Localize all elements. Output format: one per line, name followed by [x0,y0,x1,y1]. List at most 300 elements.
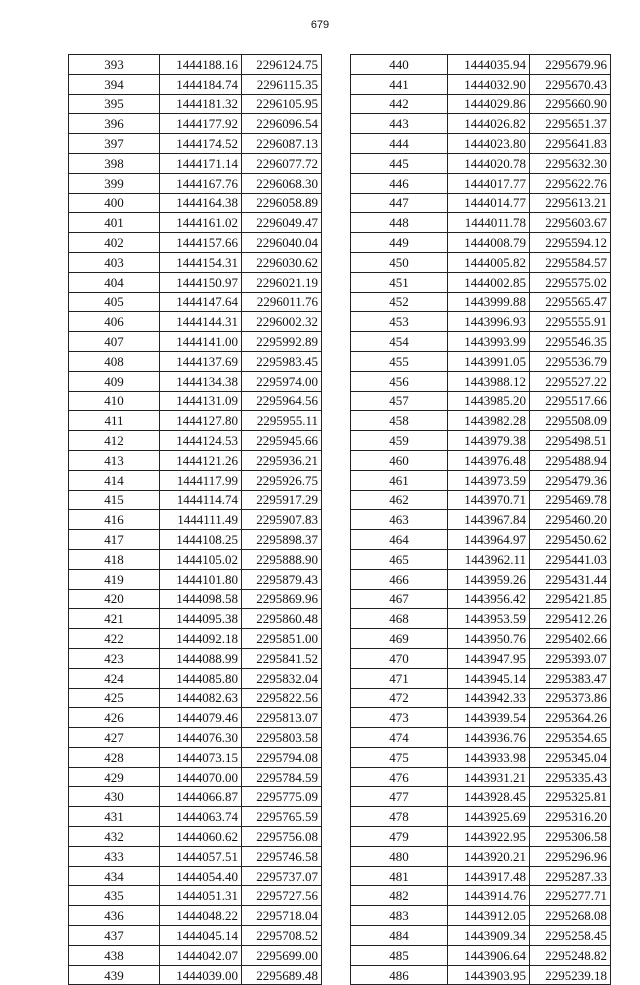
point-number-cell: 423 [69,648,160,668]
x-coordinate-cell: 1444141.00 [160,332,242,352]
page-number: 679 [310,19,330,31]
x-coordinate-cell: 1443947.95 [448,648,530,668]
y-coordinate-cell: 2295992.89 [242,332,322,352]
point-number-cell: 409 [69,371,160,391]
x-coordinate-cell: 1444085.80 [160,668,242,688]
y-coordinate-cell: 2295248.82 [530,945,611,965]
table-row [69,648,322,668]
point-number-cell: 461 [351,470,448,490]
x-coordinate-cell: 1443996.93 [448,312,530,332]
point-number-cell: 454 [351,332,448,352]
table-row [351,411,611,431]
x-coordinate-cell: 1444011.78 [448,213,530,233]
y-coordinate-cell: 2295651.37 [530,114,611,134]
y-coordinate-cell: 2295746.58 [242,846,322,866]
table-row [69,134,322,154]
point-number-cell: 446 [351,173,448,193]
y-coordinate-cell: 2295488.94 [530,450,611,470]
point-number-cell: 486 [351,965,448,985]
x-coordinate-cell: 1443945.14 [448,668,530,688]
point-number-cell: 443 [351,114,448,134]
y-coordinate-cell: 2295737.07 [242,866,322,886]
table-row [351,292,611,312]
y-coordinate-cell: 2296049.47 [242,213,322,233]
point-number-cell: 466 [351,569,448,589]
x-coordinate-cell: 1444127.80 [160,411,242,431]
table-row [351,708,611,728]
x-coordinate-cell: 1444095.38 [160,609,242,629]
table-row [351,332,611,352]
point-number-cell: 460 [351,450,448,470]
table-row [69,767,322,787]
point-number-cell: 469 [351,629,448,649]
x-coordinate-cell: 1444105.02 [160,549,242,569]
table-row [351,629,611,649]
table-row [351,431,611,451]
point-number-cell: 433 [69,846,160,866]
point-number-cell: 412 [69,431,160,451]
y-coordinate-cell: 2295258.45 [530,926,611,946]
y-coordinate-cell: 2296087.13 [242,134,322,154]
table-row [69,450,322,470]
y-coordinate-cell: 2295373.86 [530,688,611,708]
table-row [351,965,611,985]
point-number-cell: 428 [69,747,160,767]
x-coordinate-cell: 1444157.66 [160,233,242,253]
table-row [69,332,322,352]
x-coordinate-cell: 1443959.26 [448,569,530,589]
coordinates-table-left [68,54,322,985]
point-number-cell: 437 [69,926,160,946]
point-number-cell: 426 [69,708,160,728]
x-coordinate-cell: 1443931.21 [448,767,530,787]
y-coordinate-cell: 2295287.33 [530,866,611,886]
point-number-cell: 439 [69,965,160,985]
y-coordinate-cell: 2295354.65 [530,728,611,748]
y-coordinate-cell: 2295565.47 [530,292,611,312]
x-coordinate-cell: 1444060.62 [160,827,242,847]
point-number-cell: 427 [69,728,160,748]
table-row [351,193,611,213]
table-row [351,233,611,253]
table-row [351,926,611,946]
point-number-cell: 440 [351,55,448,75]
y-coordinate-cell: 2295325.81 [530,787,611,807]
y-coordinate-cell: 2295888.90 [242,549,322,569]
point-number-cell: 462 [351,490,448,510]
point-number-cell: 480 [351,846,448,866]
y-coordinate-cell: 2295441.03 [530,549,611,569]
x-coordinate-cell: 1444134.38 [160,371,242,391]
table-row [69,55,322,75]
table-row [69,708,322,728]
y-coordinate-cell: 2296058.89 [242,193,322,213]
x-coordinate-cell: 1444131.09 [160,391,242,411]
table-row [69,589,322,609]
table-row [69,490,322,510]
point-number-cell: 398 [69,153,160,173]
point-number-cell: 477 [351,787,448,807]
table-row [351,648,611,668]
x-coordinate-cell: 1444114.74 [160,490,242,510]
x-coordinate-cell: 1443922.95 [448,827,530,847]
point-number-cell: 482 [351,886,448,906]
table-row [351,114,611,134]
x-coordinate-cell: 1444117.99 [160,470,242,490]
table-row [351,767,611,787]
point-number-cell: 448 [351,213,448,233]
point-number-cell: 447 [351,193,448,213]
point-number-cell: 476 [351,767,448,787]
table-row [69,530,322,550]
table-row [351,153,611,173]
x-coordinate-cell: 1443925.69 [448,807,530,827]
y-coordinate-cell: 2295832.04 [242,668,322,688]
point-number-cell: 470 [351,648,448,668]
point-number-cell: 429 [69,767,160,787]
y-coordinate-cell: 2295239.18 [530,965,611,985]
y-coordinate-cell: 2295498.51 [530,431,611,451]
table-row [351,747,611,767]
y-coordinate-cell: 2295517.66 [530,391,611,411]
point-number-cell: 472 [351,688,448,708]
point-number-cell: 404 [69,272,160,292]
x-coordinate-cell: 1444029.86 [448,94,530,114]
y-coordinate-cell: 2295907.83 [242,510,322,530]
x-coordinate-cell: 1444017.77 [448,173,530,193]
y-coordinate-cell: 2295841.52 [242,648,322,668]
y-coordinate-cell: 2295727.56 [242,886,322,906]
table-row [69,233,322,253]
y-coordinate-cell: 2295869.96 [242,589,322,609]
x-coordinate-cell: 1443982.28 [448,411,530,431]
x-coordinate-cell: 1444098.58 [160,589,242,609]
point-number-cell: 393 [69,55,160,75]
x-coordinate-cell: 1444008.79 [448,233,530,253]
y-coordinate-cell: 2295536.79 [530,351,611,371]
point-number-cell: 425 [69,688,160,708]
y-coordinate-cell: 2295335.43 [530,767,611,787]
y-coordinate-cell: 2296115.35 [242,74,322,94]
y-coordinate-cell: 2296002.32 [242,312,322,332]
table-row [351,728,611,748]
y-coordinate-cell: 2295803.58 [242,728,322,748]
table-row [351,589,611,609]
point-number-cell: 416 [69,510,160,530]
table-row [351,807,611,827]
table-row [69,74,322,94]
x-coordinate-cell: 1443962.11 [448,549,530,569]
y-coordinate-cell: 2295898.37 [242,530,322,550]
y-coordinate-cell: 2295268.08 [530,906,611,926]
table-row [351,55,611,75]
point-number-cell: 410 [69,391,160,411]
point-number-cell: 457 [351,391,448,411]
x-coordinate-cell: 1444026.82 [448,114,530,134]
y-coordinate-cell: 2296096.54 [242,114,322,134]
table-row [69,391,322,411]
x-coordinate-cell: 1443956.42 [448,589,530,609]
y-coordinate-cell: 2295393.07 [530,648,611,668]
y-coordinate-cell: 2295316.20 [530,807,611,827]
table-row [351,688,611,708]
table-row [351,945,611,965]
table-row [69,688,322,708]
point-number-cell: 459 [351,431,448,451]
table-row [69,926,322,946]
y-coordinate-cell: 2296040.04 [242,233,322,253]
x-coordinate-cell: 1444147.64 [160,292,242,312]
point-number-cell: 453 [351,312,448,332]
table-row [69,747,322,767]
point-number-cell: 456 [351,371,448,391]
table-row [351,668,611,688]
table-row [351,252,611,272]
x-coordinate-cell: 1444057.51 [160,846,242,866]
x-coordinate-cell: 1444035.94 [448,55,530,75]
table-row [69,272,322,292]
point-number-cell: 417 [69,530,160,550]
table-row [69,510,322,530]
table-row [69,431,322,451]
table-row [351,213,611,233]
table-row [351,787,611,807]
y-coordinate-cell: 2295431.44 [530,569,611,589]
y-coordinate-cell: 2295756.08 [242,827,322,847]
x-coordinate-cell: 1443903.95 [448,965,530,985]
point-number-cell: 432 [69,827,160,847]
y-coordinate-cell: 2295527.22 [530,371,611,391]
y-coordinate-cell: 2295613.21 [530,193,611,213]
x-coordinate-cell: 1444174.52 [160,134,242,154]
table-row [69,173,322,193]
y-coordinate-cell: 2295917.29 [242,490,322,510]
table-row [69,292,322,312]
table-row [351,450,611,470]
x-coordinate-cell: 1443914.76 [448,886,530,906]
x-coordinate-cell: 1444171.14 [160,153,242,173]
table-row [69,866,322,886]
x-coordinate-cell: 1444092.18 [160,629,242,649]
point-number-cell: 484 [351,926,448,946]
point-number-cell: 451 [351,272,448,292]
point-number-cell: 422 [69,629,160,649]
x-coordinate-cell: 1443979.38 [448,431,530,451]
point-number-cell: 467 [351,589,448,609]
point-number-cell: 401 [69,213,160,233]
x-coordinate-cell: 1444039.00 [160,965,242,985]
table-row [351,827,611,847]
table-row [69,629,322,649]
y-coordinate-cell: 2295775.09 [242,787,322,807]
y-coordinate-cell: 2295926.75 [242,470,322,490]
point-number-cell: 394 [69,74,160,94]
table-row [69,213,322,233]
point-number-cell: 411 [69,411,160,431]
x-coordinate-cell: 1444150.97 [160,272,242,292]
x-coordinate-cell: 1443917.48 [448,866,530,886]
x-coordinate-cell: 1444020.78 [448,153,530,173]
y-coordinate-cell: 2295641.83 [530,134,611,154]
x-coordinate-cell: 1443933.98 [448,747,530,767]
x-coordinate-cell: 1444121.26 [160,450,242,470]
point-number-cell: 418 [69,549,160,569]
table-row [351,173,611,193]
y-coordinate-cell: 2295860.48 [242,609,322,629]
x-coordinate-cell: 1444023.80 [448,134,530,154]
y-coordinate-cell: 2295699.00 [242,945,322,965]
table-row [69,351,322,371]
point-number-cell: 452 [351,292,448,312]
point-number-cell: 403 [69,252,160,272]
point-number-cell: 414 [69,470,160,490]
table-row [351,351,611,371]
table-row [351,74,611,94]
table-row [351,272,611,292]
x-coordinate-cell: 1443928.45 [448,787,530,807]
table-row [351,510,611,530]
point-number-cell: 419 [69,569,160,589]
table-row [351,609,611,629]
x-coordinate-cell: 1443906.64 [448,945,530,965]
point-number-cell: 413 [69,450,160,470]
table-row [69,193,322,213]
x-coordinate-cell: 1444111.49 [160,510,242,530]
table-row [351,569,611,589]
y-coordinate-cell: 2296068.30 [242,173,322,193]
table-row [69,470,322,490]
y-coordinate-cell: 2295508.09 [530,411,611,431]
point-number-cell: 406 [69,312,160,332]
point-number-cell: 473 [351,708,448,728]
y-coordinate-cell: 2295296.96 [530,846,611,866]
point-number-cell: 442 [351,94,448,114]
table-row [69,569,322,589]
x-coordinate-cell: 1443988.12 [448,371,530,391]
x-coordinate-cell: 1444054.40 [160,866,242,886]
point-number-cell: 474 [351,728,448,748]
table-row [69,312,322,332]
table-row [69,807,322,827]
y-coordinate-cell: 2296105.95 [242,94,322,114]
point-number-cell: 424 [69,668,160,688]
point-number-cell: 479 [351,827,448,847]
point-number-cell: 481 [351,866,448,886]
table-row [69,252,322,272]
point-number-cell: 396 [69,114,160,134]
y-coordinate-cell: 2295765.59 [242,807,322,827]
point-number-cell: 450 [351,252,448,272]
x-coordinate-cell: 1444088.99 [160,648,242,668]
table-row [69,668,322,688]
point-number-cell: 400 [69,193,160,213]
table-row [69,411,322,431]
x-coordinate-cell: 1443939.54 [448,708,530,728]
table-row [351,530,611,550]
point-number-cell: 464 [351,530,448,550]
y-coordinate-cell: 2295546.35 [530,332,611,352]
point-number-cell: 458 [351,411,448,431]
y-coordinate-cell: 2295708.52 [242,926,322,946]
point-number-cell: 402 [69,233,160,253]
y-coordinate-cell: 2295383.47 [530,668,611,688]
y-coordinate-cell: 2295689.48 [242,965,322,985]
point-number-cell: 483 [351,906,448,926]
table-row [351,312,611,332]
y-coordinate-cell: 2296077.72 [242,153,322,173]
y-coordinate-cell: 2295794.08 [242,747,322,767]
y-coordinate-cell: 2296124.75 [242,55,322,75]
point-number-cell: 471 [351,668,448,688]
point-number-cell: 449 [351,233,448,253]
x-coordinate-cell: 1443985.20 [448,391,530,411]
x-coordinate-cell: 1444124.53 [160,431,242,451]
x-coordinate-cell: 1443912.05 [448,906,530,926]
table-row [69,827,322,847]
y-coordinate-cell: 2295660.90 [530,94,611,114]
y-coordinate-cell: 2295306.58 [530,827,611,847]
x-coordinate-cell: 1444181.32 [160,94,242,114]
table-row [351,906,611,926]
point-number-cell: 436 [69,906,160,926]
y-coordinate-cell: 2295277.71 [530,886,611,906]
y-coordinate-cell: 2295784.59 [242,767,322,787]
y-coordinate-cell: 2295718.04 [242,906,322,926]
point-number-cell: 475 [351,747,448,767]
x-coordinate-cell: 1444014.77 [448,193,530,213]
y-coordinate-cell: 2296011.76 [242,292,322,312]
x-coordinate-cell: 1444177.92 [160,114,242,134]
table-row [351,866,611,886]
point-number-cell: 444 [351,134,448,154]
x-coordinate-cell: 1444045.14 [160,926,242,946]
x-coordinate-cell: 1444167.76 [160,173,242,193]
coordinates-table-right [350,54,611,985]
point-number-cell: 468 [351,609,448,629]
table-row [69,153,322,173]
x-coordinate-cell: 1444154.31 [160,252,242,272]
y-coordinate-cell: 2296021.19 [242,272,322,292]
y-coordinate-cell: 2295450.62 [530,530,611,550]
x-coordinate-cell: 1444048.22 [160,906,242,926]
x-coordinate-cell: 1443936.76 [448,728,530,748]
point-number-cell: 431 [69,807,160,827]
table-row [69,945,322,965]
table-row [351,94,611,114]
y-coordinate-cell: 2295469.78 [530,490,611,510]
table-row [69,549,322,569]
table-row [69,371,322,391]
x-coordinate-cell: 1443953.59 [448,609,530,629]
table-row [69,94,322,114]
y-coordinate-cell: 2295402.66 [530,629,611,649]
x-coordinate-cell: 1443993.99 [448,332,530,352]
x-coordinate-cell: 1444005.82 [448,252,530,272]
x-coordinate-cell: 1443991.05 [448,351,530,371]
point-number-cell: 455 [351,351,448,371]
x-coordinate-cell: 1444002.85 [448,272,530,292]
table-row [69,114,322,134]
point-number-cell: 465 [351,549,448,569]
x-coordinate-cell: 1444051.31 [160,886,242,906]
point-number-cell: 420 [69,589,160,609]
point-number-cell: 395 [69,94,160,114]
table-row [69,728,322,748]
table-row [351,371,611,391]
point-number-cell: 415 [69,490,160,510]
y-coordinate-cell: 2295670.43 [530,74,611,94]
x-coordinate-cell: 1443976.48 [448,450,530,470]
